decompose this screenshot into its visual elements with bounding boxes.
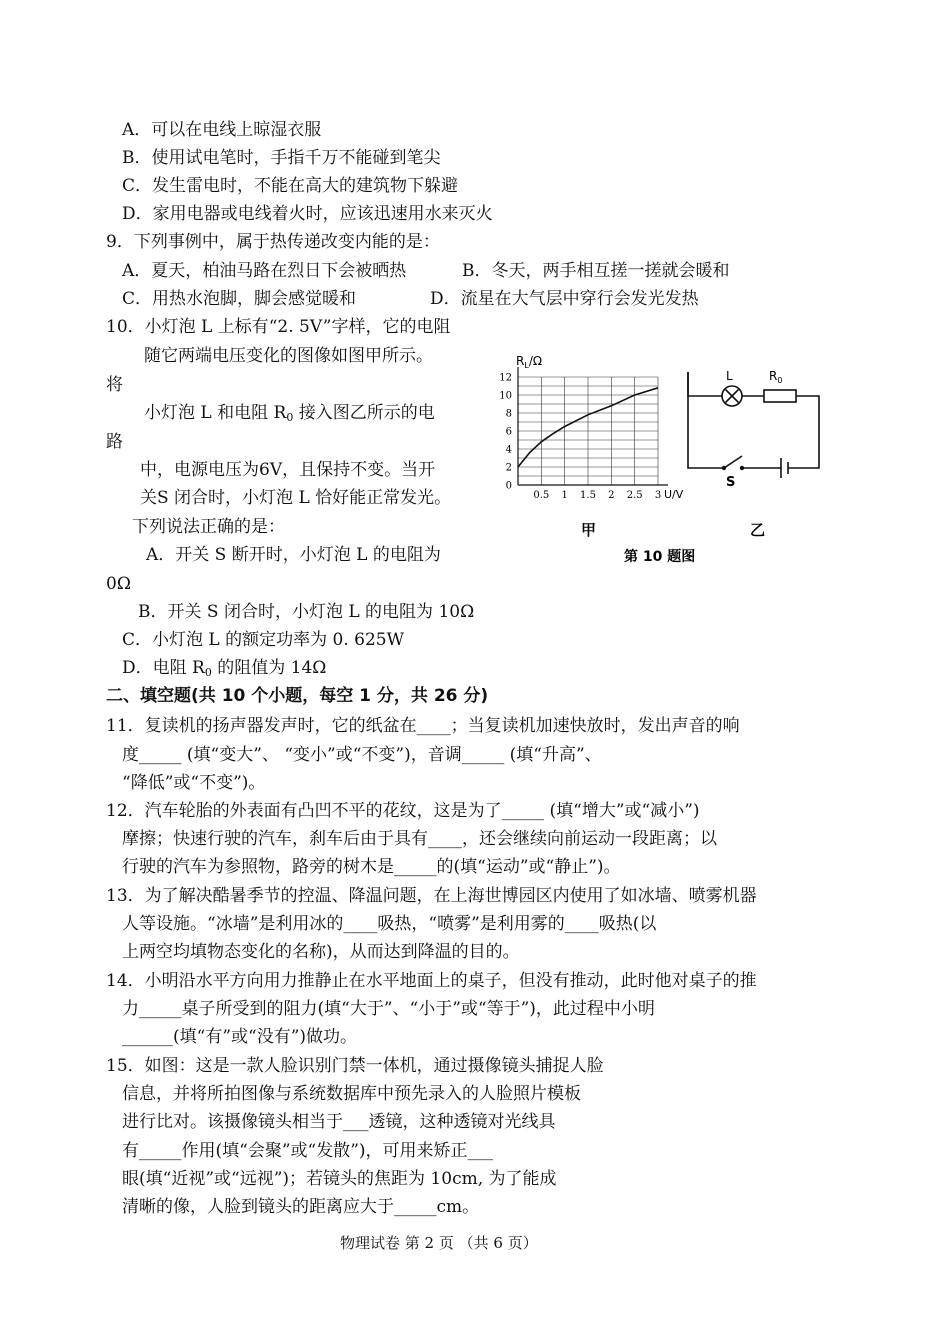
y-tick-label: 10	[499, 390, 512, 402]
x-tick-label: 0.5	[533, 490, 550, 501]
lamp-label: L	[726, 369, 733, 383]
x-tick-label: 1.5	[580, 490, 596, 501]
x-tick-label: 3	[654, 490, 662, 501]
q8-option-c: C．发生雷电时，不能在高大的建筑物下躲避	[122, 176, 459, 196]
label-yi: 乙	[750, 521, 766, 539]
q10-option-b: B．开关 S 闭合时，小灯泡 L 的电阻为 10Ω	[138, 602, 475, 622]
q11-line-3: “降低”或“不变”)。	[122, 773, 266, 793]
q14-line-3: ______(填“有”或“没有”)做功。	[122, 1027, 358, 1047]
q15-line-5: 眼(填“近视”或“远视”)；若镜头的焦距为 10cm, 为了能成	[122, 1169, 557, 1189]
y-tick-label: 6	[505, 426, 512, 438]
q12-line-3: 行驶的汽车为参照物，路旁的树木是_____的(填“运动”或“静止”)。	[122, 857, 621, 877]
q10-line-2: 随它两端电压变化的图像如图甲所示。	[144, 346, 433, 366]
x-tick-label: 2.5	[626, 490, 643, 501]
circuit-yi	[688, 372, 819, 478]
q15-line-4: 有_____作用(填“会聚”或“发散”)，可用来矫正___	[122, 1141, 494, 1161]
x-axis-label: U/V	[664, 488, 684, 501]
q8-option-b: B．使用试电笔时，手指千万不能碰到笔尖	[122, 148, 441, 168]
y-tick-label: 12	[499, 372, 512, 384]
switch-s	[724, 456, 742, 468]
q10-line-6: 中，电源电压为6V，且保持不变。当开	[140, 460, 436, 480]
page-footer: 物理试卷 第 2 页 （共 6 页）	[340, 1234, 538, 1252]
q10-figure	[488, 352, 838, 572]
q15-line-6: 清晰的像，人脸到镜头的距离应大于_____cm。	[122, 1197, 480, 1217]
q11-line-1: 11．复读机的扬声器发声时，它的纸盆在____；当复读机加速快放时，发出声音的响	[106, 716, 740, 736]
y-tick-label: 2	[505, 462, 512, 474]
q10-line-5: 路	[106, 432, 123, 452]
q9-option-b: B．冬天，两手相互搓一搓就会暖和	[462, 261, 730, 281]
q8-option-d: D．家用电器或电线着火时，应该迅速用水来灭火	[122, 204, 493, 224]
graph-jia	[499, 354, 683, 501]
resistor-label: $R_0$	[769, 369, 783, 385]
label-jia: 甲	[581, 521, 597, 539]
q10-option-d: D．电阻 $R_0$ 的阻值为 14Ω	[122, 658, 327, 679]
figure-caption: 第 10 题图	[624, 549, 696, 565]
q12-line-1: 12．汽车轮胎的外表面有凸凹不平的花纹，这是为了_____ (填“增大”或“减小”)	[106, 801, 700, 821]
q10-line-8: 下列说法正确的是：	[132, 517, 285, 537]
x-tick-label: 1	[561, 490, 568, 501]
q9-stem: 9．下列事例中，属于热传递改变内能的是：	[106, 232, 440, 252]
q9-option-d: D．流星在大气层中穿行会发光发热	[430, 289, 699, 309]
switch-label: S	[726, 475, 736, 490]
q15-line-2: 信息，并将所拍图像与系统数据库中预先录入的人脸照片模板	[122, 1084, 581, 1104]
q10-option-a-cont: 0Ω	[106, 574, 131, 594]
q12-line-2: 摩擦；快速行驶的汽车，刹车后由于具有____，还会继续向前运动一段距离；以	[122, 829, 717, 849]
q9-option-a: A．夏天，柏油马路在烈日下会被晒热	[122, 261, 407, 281]
y-axis-label: $R_L/\Omega$	[516, 354, 543, 370]
q15-line-3: 进行比对。该摄像镜头相当于___透镜，这种透镜对光线具	[122, 1112, 556, 1132]
x-tick-label: 2	[608, 490, 615, 501]
q10-option-c: C．小灯泡 L 的额定功率为 0. 625W	[122, 630, 405, 650]
q15-line-1: 15．如图：这是一款人脸识别门禁一体机，通过摄像镜头捕捉人脸	[106, 1056, 604, 1076]
q10-line-1: 10．小灯泡 L 上标有“2. 5V”字样，它的电阻	[106, 317, 451, 337]
q8-option-a: A．可以在电线上晾湿衣服	[122, 120, 322, 140]
q10-line-3: 将	[106, 375, 123, 395]
q14-line-1: 14．小明沿水平方向用力推静止在水平地面上的桌子，但没有推动，此时他对桌子的推	[106, 971, 757, 991]
resistor-r0	[764, 390, 796, 402]
q9-option-c: C．用热水泡脚，脚会感觉暖和	[122, 289, 357, 309]
y-tick-label: 8	[505, 408, 512, 420]
y-tick-label: 0	[505, 480, 512, 492]
q14-line-2: 力_____桌子所受到的阻力(填“大于”、“小于”或“等于”)，此过程中小明	[122, 999, 655, 1019]
q13-line-3: 上两空均填物态变化的名称)，从而达到降温的目的。	[122, 942, 520, 962]
q10-line-7: 关S 闭合时，小灯泡 L 恰好能正常发光。	[140, 488, 452, 508]
y-tick-label: 4	[505, 444, 512, 456]
q13-line-2: 人等设施。“冰墙”是利用冰的____吸热，“喷雾”是利用雾的____吸热(以	[122, 914, 657, 934]
section-2-heading: 二、填空题(共 10 个小题，每空 1 分，共 26 分)	[106, 686, 489, 706]
q10-option-a: A．开关 S 断开时，小灯泡 L 的电阻为	[146, 545, 441, 565]
q10-line-4: 小灯泡 L 和电阻 $R_0$ 接入图乙所示的电	[144, 403, 435, 424]
q13-line-1: 13．为了解决酷暑季节的控温、降温问题，在上海世博园区内使用了如冰墙、喷雾机器	[106, 886, 757, 906]
q11-line-2: 度_____ (填“变大”、 “变小”或“不变”)，音调_____ (填“升高”、	[122, 745, 602, 765]
